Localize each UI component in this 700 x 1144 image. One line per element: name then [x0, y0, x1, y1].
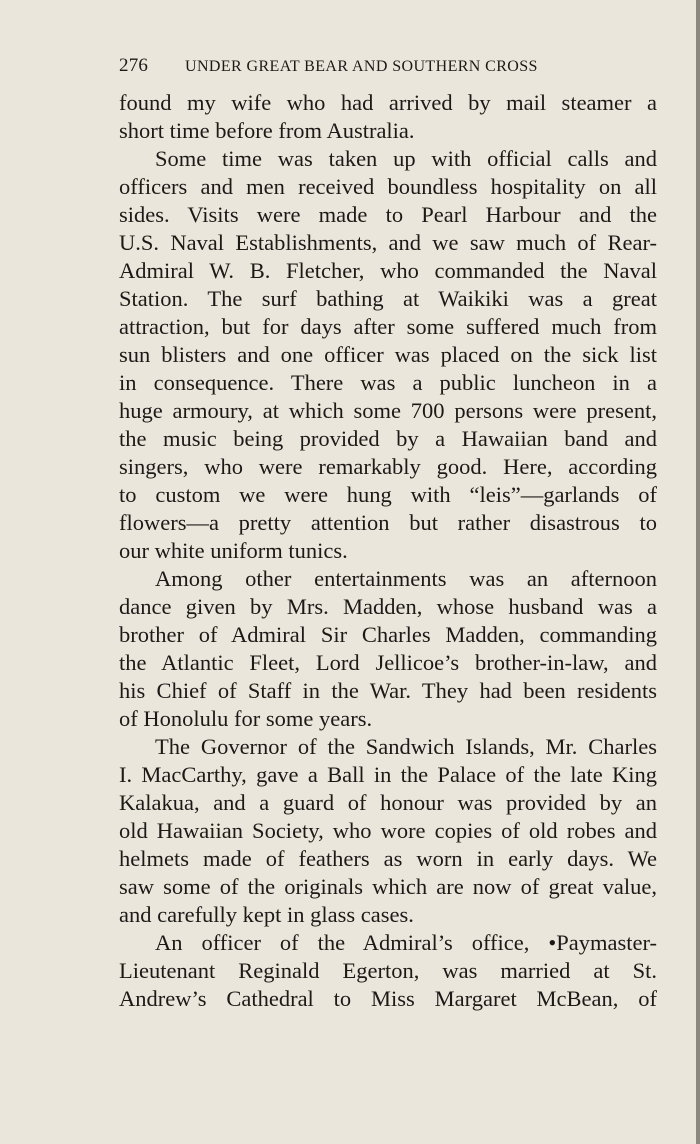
text-line: of Honolulu for some years.	[119, 706, 373, 731]
text-line: Station. The surf bathing at Waikiki was a great	[119, 286, 657, 311]
text-line: his Chief of Staff in the War. They had been residents	[119, 678, 657, 703]
text-line: Among other entertainments was an afternoon	[155, 566, 657, 591]
text-line: and carefully kept in glass cases.	[119, 902, 414, 927]
text-line: sun blisters and one officer was placed on the sick list	[119, 342, 657, 367]
body-text	[119, 89, 657, 1013]
page-number: 276	[119, 55, 149, 76]
text-line: helmets made of feathers as worn in early days. We	[119, 846, 657, 871]
text-line: attraction, but for days after some suffered much from	[119, 314, 657, 339]
text-line: Kalakua, and a guard of honour was provided by an	[119, 790, 657, 815]
text-line: U.S. Naval Establishments, and we saw much of Rear-	[119, 230, 657, 255]
text-line: Andrew’s Cathedral to Miss Margaret McBean, of	[119, 986, 657, 1011]
text-line: Lieutenant Reginald Egerton, was married at St.	[119, 958, 657, 983]
text-line: I. MacCarthy, gave a Ball in the Palace of the late King	[119, 762, 657, 787]
text-line: An officer of the Admiral’s office, •Paymaster-	[155, 930, 657, 955]
running-title: UNDER GREAT BEAR AND SOUTHERN CROSS	[185, 58, 538, 75]
text-line: Some time was taken up with official calls and	[155, 146, 657, 171]
text-line: short time before from Australia.	[119, 118, 415, 143]
text-line: old Hawaiian Society, who wore copies of old robes and	[119, 818, 657, 843]
text-line: flowers—a pretty attention but rather disastrous to	[119, 510, 657, 535]
text-line: found my wife who had arrived by mail steamer a	[119, 90, 657, 115]
running-head	[119, 55, 659, 83]
text-line: singers, who were remarkably good. Here, according	[119, 454, 657, 479]
text-line: the Atlantic Fleet, Lord Jellicoe’s brother-in-law, and	[119, 650, 657, 675]
page-edge-shadow	[696, 0, 700, 1144]
text-line: Admiral W. B. Fletcher, who commanded the Naval	[119, 258, 657, 283]
text-line: our white uniform tunics.	[119, 538, 348, 563]
text-line: sides. Visits were made to Pearl Harbour and the	[119, 202, 657, 227]
text-line: saw some of the originals which are now of great value,	[119, 874, 657, 899]
text-line: dance given by Mrs. Madden, whose husband was a	[119, 594, 657, 619]
text-line: the music being provided by a Hawaiian band and	[119, 426, 657, 451]
text-line: The Governor of the Sandwich Islands, Mr. Charles	[155, 734, 657, 759]
text-line: to custom we were hung with “leis”—garlands of	[119, 482, 657, 507]
text-line: in consequence. There was a public luncheon in a	[119, 370, 657, 395]
text-line: huge armoury, at which some 700 persons were present,	[119, 398, 657, 423]
text-line: officers and men received boundless hospitality on all	[119, 174, 657, 199]
text-line: brother of Admiral Sir Charles Madden, commanding	[119, 622, 657, 647]
